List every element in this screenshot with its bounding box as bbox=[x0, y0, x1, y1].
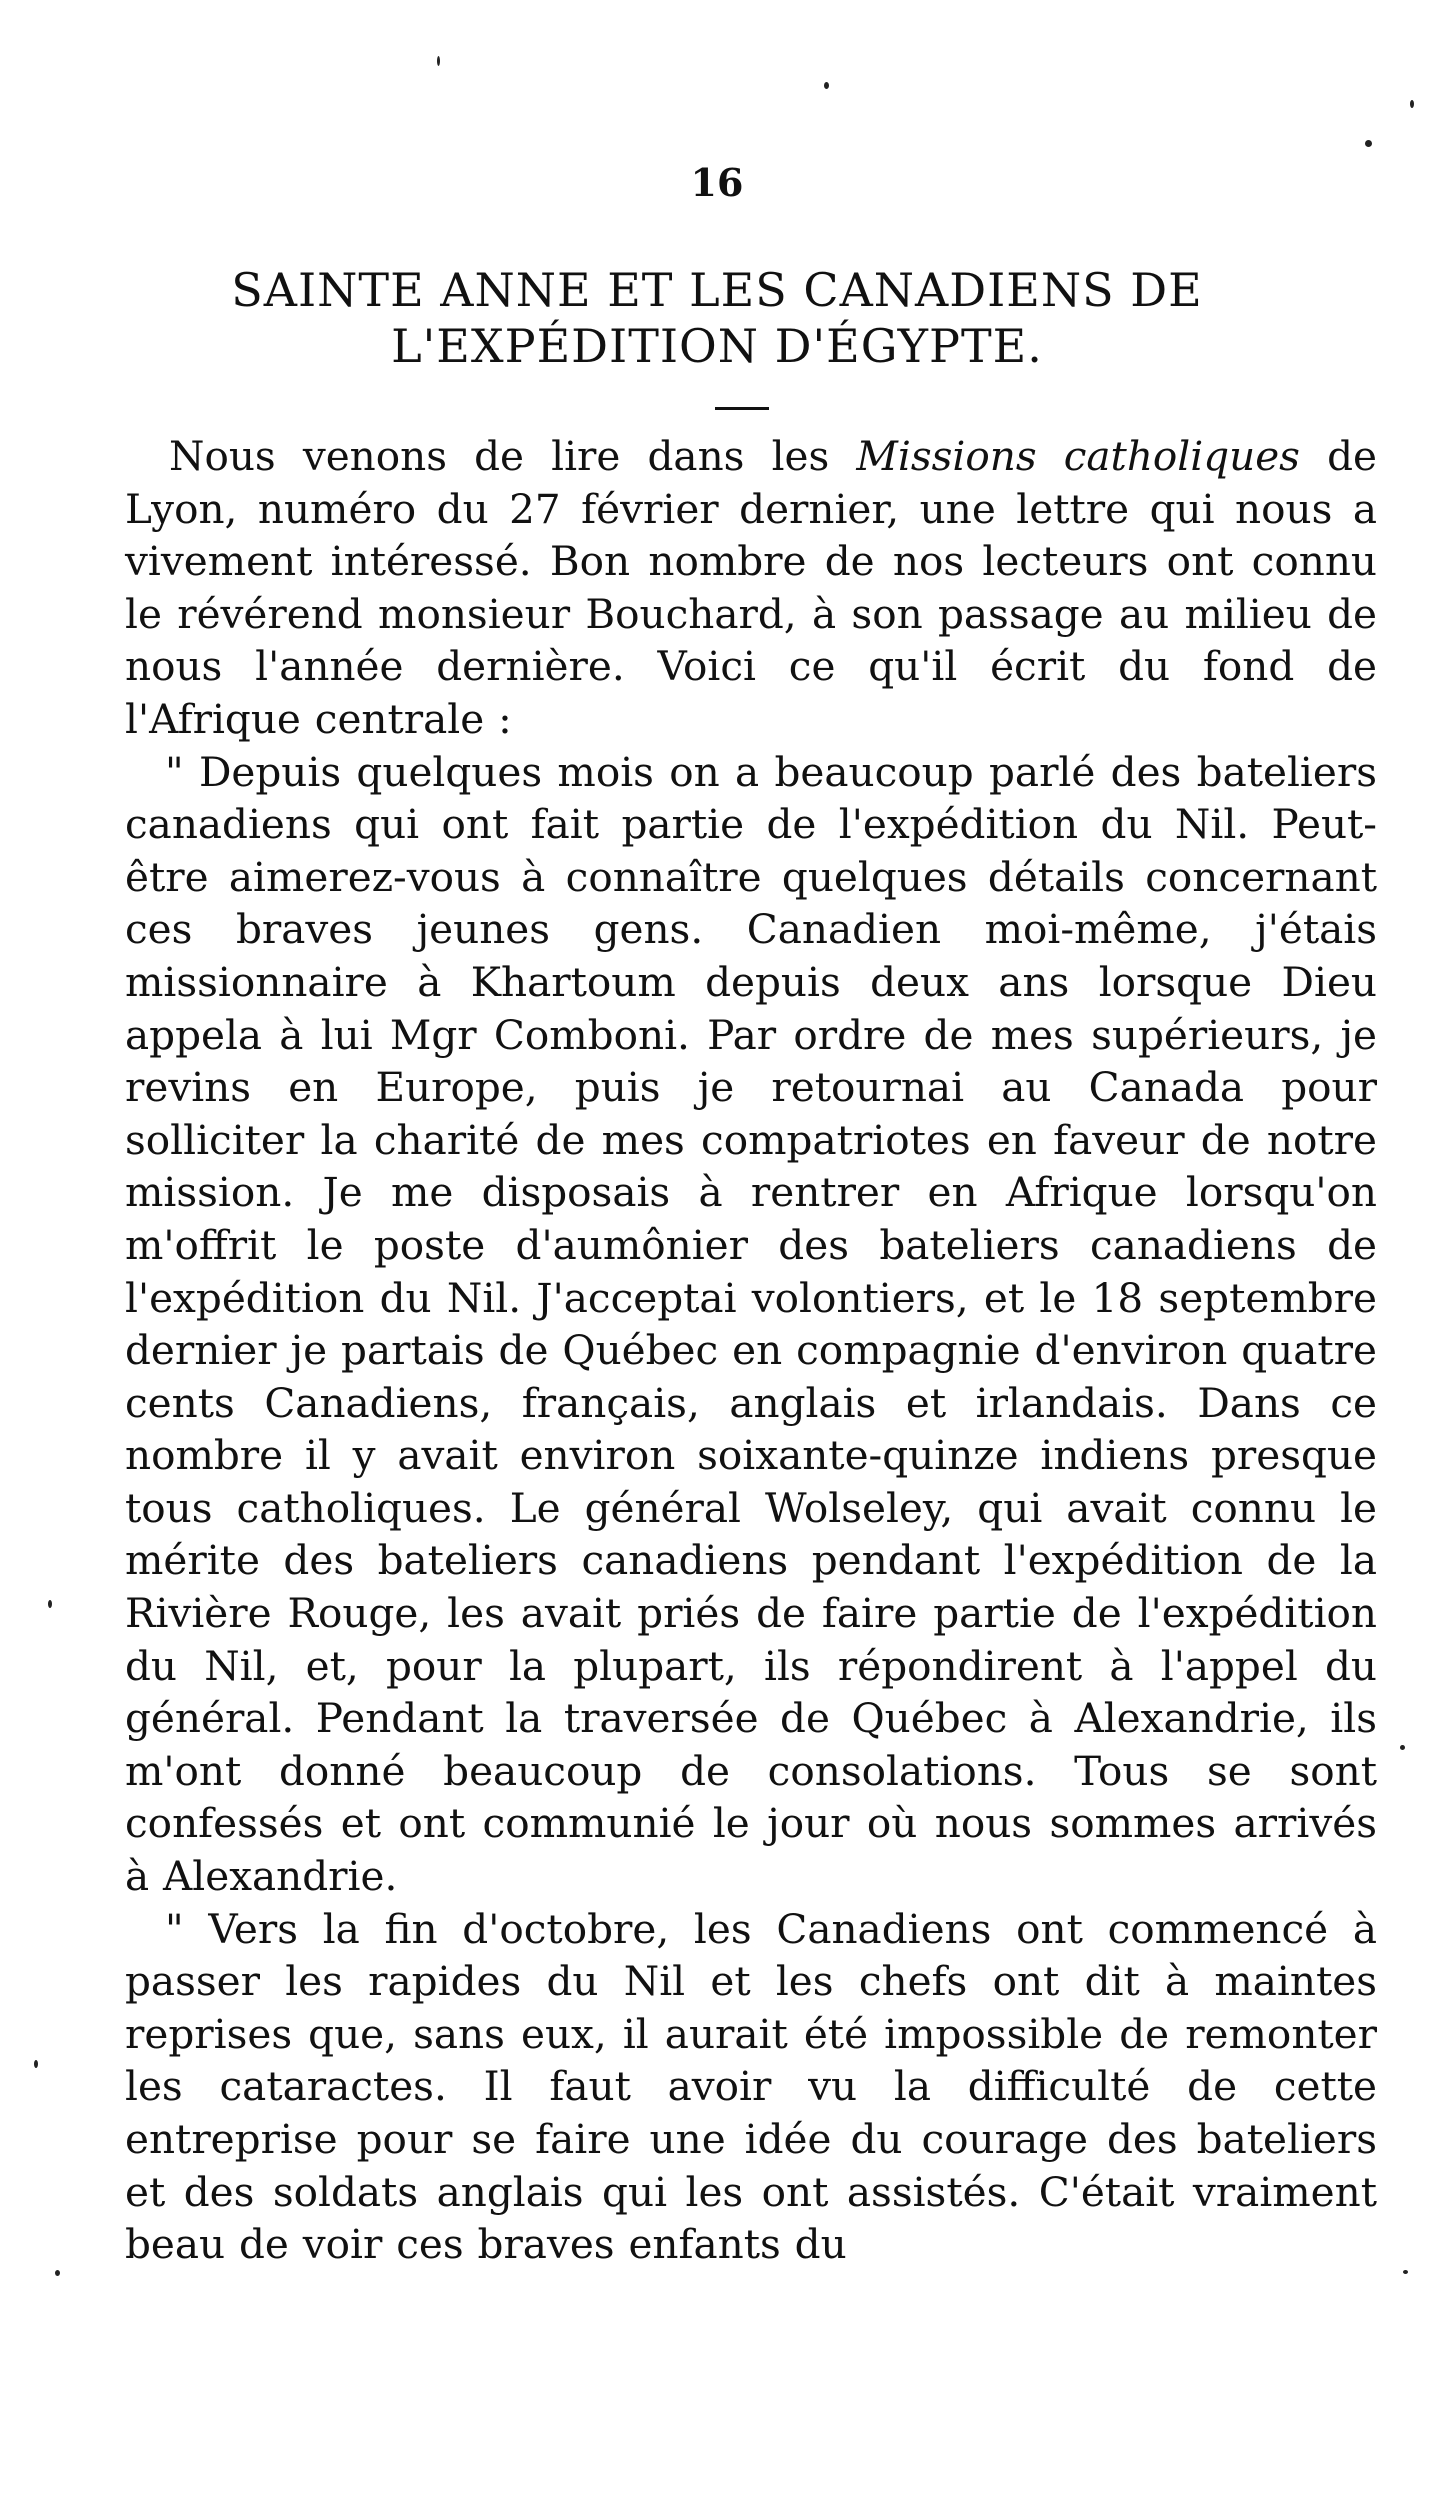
paragraph-intro-text-after: de Lyon, numéro du 27 février dernier, une lettre qui nous a vivement intéressé. Bon nombre de nos lecteurs ont connu le révérend monsieur Bouchard, à son passage au milieu de nous l'année dernière. Voici ce qu'il écrit du fond de l'Afrique centrale : bbox=[125, 432, 1377, 743]
paragraph-letter-2: " Vers la fin d'octobre, les Canadiens ont commencé à passer les rapides du Nil et les chefs ont dit à maintes reprises que, sans eux, il aurait été impossible de remonter les cataractes. Il faut avoir vu la difficulté de cette entreprise pour se faire une idée du courage des bateliers et des soldats anglais qui les ont assistés. C'était vraiment beau de voir ces braves enfants du bbox=[125, 1904, 1377, 2269]
scan-speck bbox=[55, 2270, 60, 2276]
page-number: 16 bbox=[690, 160, 744, 205]
scan-speck bbox=[437, 56, 440, 66]
scan-speck bbox=[1400, 1745, 1405, 1750]
scan-speck bbox=[1365, 140, 1372, 147]
article-title-line-2: L'EXPÉDITION D'ÉGYPTE. bbox=[391, 319, 1043, 373]
scan-speck bbox=[1410, 100, 1414, 108]
publication-title: Missions catholiques bbox=[856, 432, 1300, 480]
scan-speck bbox=[1403, 2270, 1408, 2274]
scan-speck bbox=[824, 82, 829, 89]
scan-speck bbox=[34, 2060, 38, 2068]
article-body bbox=[125, 430, 1377, 2271]
article-title bbox=[150, 262, 1284, 374]
article-title-line-1: SAINTE ANNE ET LES CANADIENS DE bbox=[231, 263, 1203, 317]
scan-speck bbox=[48, 1600, 52, 1608]
paragraph-intro bbox=[125, 430, 1377, 746]
paragraph-intro-text-before: Nous venons de lire dans les bbox=[169, 432, 857, 480]
title-divider bbox=[715, 407, 769, 410]
paragraph-letter-1: " Depuis quelques mois on a beaucoup parlé des bateliers canadiens qui ont fait partie de l'expédition du Nil. Peut-être aimerez-vous à connaître quelques détails concernant ces braves jeunes gens. Canadien moi-même, j'étais missionnaire à Khartoum depuis deux ans lorsque Dieu appela à lui Mgr Comboni. Par ordre de mes supérieurs, je revins en Europe, puis je retournai au Canada pour solliciter la charité de mes compatriotes en faveur de notre mission. Je me disposais à rentrer en Afrique lorsqu'on m'offrit le poste d'aumônier des bateliers canadiens de l'expédition du Nil. J'acceptai volontiers, et le 18 septembre dernier je partais de Québec en compagnie d'environ quatre cents Canadiens, français, anglais et irlandais. Dans ce nombre il y avait environ soixante-quinze indiens presque tous catholiques. Le général Wolseley, qui avait connu le mérite des bateliers canadiens pendant l'expédition de la Rivière Rouge, les avait priés de faire partie de l'expédition du Nil, et, pour la plupart, ils répondirent à l'appel du général. Pendant la traversée de Québec à Alexandrie, ils m'ont donné beaucoup de consolations. Tous se sont confessés et ont communié le jour où nous sommes arrivés à Alexandrie. bbox=[125, 747, 1377, 1901]
